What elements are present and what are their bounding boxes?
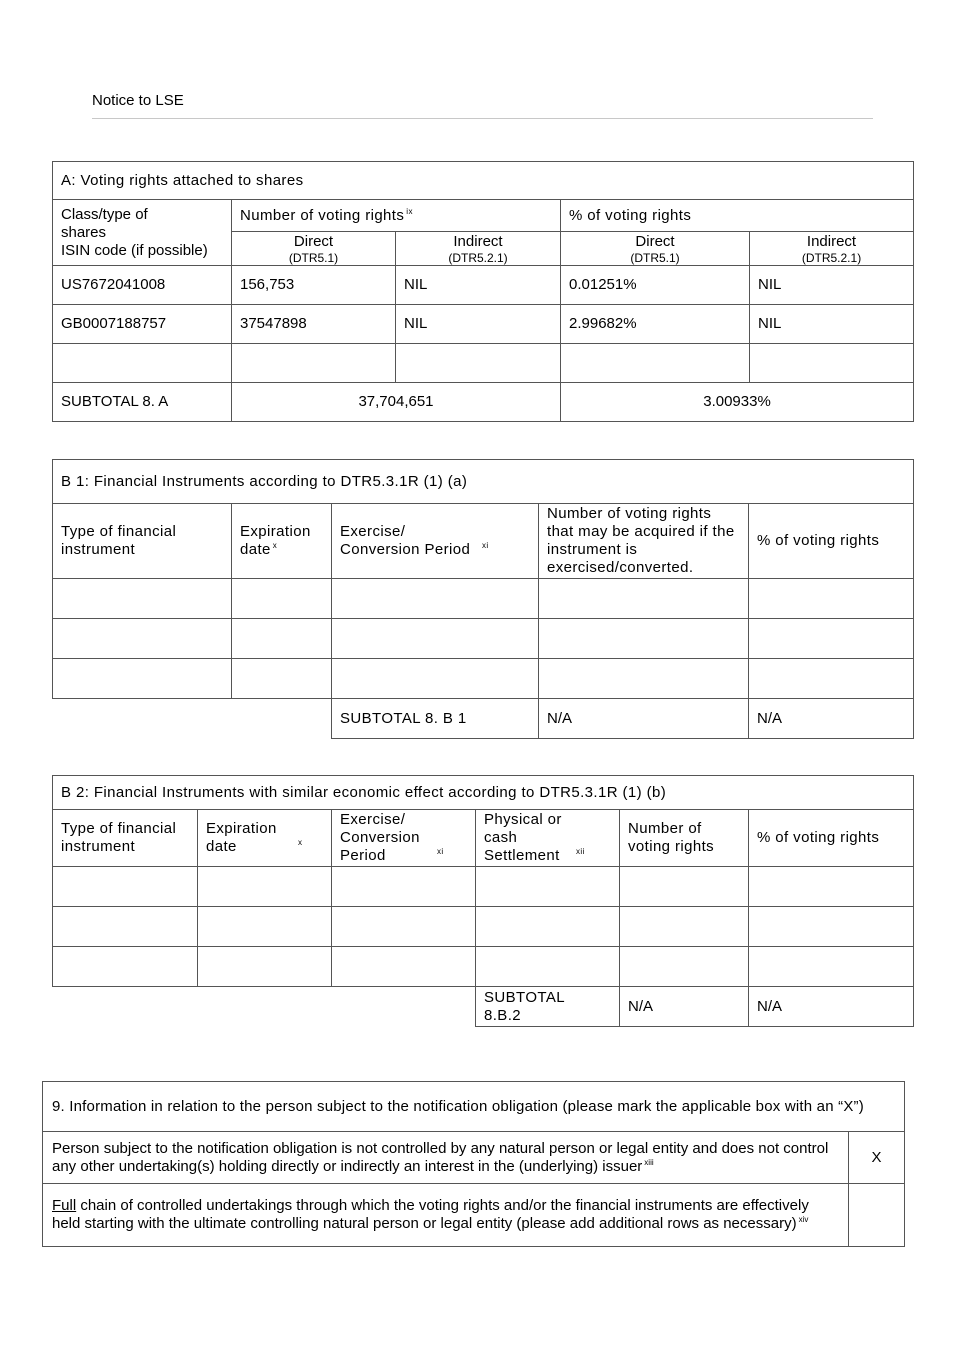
subtotal-number: N/A: [539, 699, 749, 739]
indirect-number-header: [396, 232, 561, 266]
isin-cell: GB0007188757: [53, 305, 232, 344]
empty-cell: [396, 344, 561, 383]
number-voting-rights-header: Number of voting rights: [620, 810, 749, 867]
indirect-label: Indirect: [806, 232, 857, 250]
subtotal-number: N/A: [620, 987, 749, 1027]
exercise-period-header: [332, 504, 539, 579]
subtotal-label: [476, 987, 620, 1027]
empty-cell: [332, 579, 539, 619]
section-b2-title: B 2: Financial Instruments with similar economic effect according to DTR5.3.1R (1) (b): [53, 776, 914, 810]
exercise-period-header: [332, 810, 476, 867]
empty-cell: [198, 907, 332, 947]
direct-ref: (DTR5.1): [288, 250, 339, 265]
footnote-ref: xi: [482, 541, 489, 550]
number-direct-cell: 37547898: [232, 305, 396, 344]
empty-cell: [53, 659, 232, 699]
subtotal-number: 37,704,651: [232, 383, 561, 422]
empty-cell: [232, 619, 332, 659]
empty-cell: [539, 619, 749, 659]
table-row: [53, 305, 914, 344]
empty-cell: [232, 579, 332, 619]
empty-cell: [749, 579, 914, 619]
financial-instruments-b1-table: [52, 459, 914, 739]
table-row: [53, 947, 914, 987]
section-a-title: A: Voting rights attached to shares: [53, 162, 914, 200]
expiration-date-header: [232, 504, 332, 579]
subtotal-row: [53, 699, 914, 739]
number-voting-rights-label: Number of voting rights: [240, 206, 405, 224]
indirect-percent-header: [750, 232, 914, 266]
empty-cell: [476, 947, 620, 987]
empty-cell: [749, 947, 914, 987]
footnote-ref: ix: [406, 206, 413, 216]
type-financial-instrument-header: Type of financial instrument: [53, 810, 198, 867]
type-financial-instrument-header: Type of financial instrument: [53, 504, 232, 579]
empty-cell: [749, 907, 914, 947]
percent-indirect-cell: NIL: [750, 305, 914, 344]
page-header-title: Notice to LSE: [92, 92, 184, 109]
indirect-ref: (DTR5.2.1): [448, 250, 508, 265]
direct-label: Direct: [635, 232, 675, 250]
footnote-ref: xi: [437, 847, 444, 856]
empty-cell: [332, 659, 539, 699]
exercise-period-label: Exercise/ Conversion Period: [340, 811, 420, 864]
empty-cell: [620, 867, 749, 907]
table-row: [53, 659, 914, 699]
empty-cell: [53, 344, 232, 383]
number-voting-rights-header: [232, 200, 561, 232]
section-9-title: 9. Information in relation to the person subject to the notification obligation (please mark the applicable box with an “X”): [43, 1082, 905, 1132]
empty-cell: [620, 907, 749, 947]
settlement-header: [476, 810, 620, 867]
empty-cell: [749, 867, 914, 907]
table-row: [53, 266, 914, 305]
percent-indirect-cell: NIL: [750, 266, 914, 305]
not-controlled-text: Person subject to the notification obligation is not controlled by any natural person or legal entity and does not control any other undertaking(s) holding directly or indirectly an interest in the (underlying) issuer: [52, 1139, 829, 1175]
subtotal-label: SUBTOTAL 8. A: [53, 383, 232, 422]
empty-cell: [749, 659, 914, 699]
indirect-label: Indirect: [453, 232, 503, 250]
empty-cell: [198, 947, 332, 987]
empty-cell: [332, 907, 476, 947]
footnote-ref: xii: [576, 847, 585, 856]
percent-voting-rights-header: % of voting rights: [749, 810, 914, 867]
blank-area: [53, 987, 476, 1027]
expiration-date-header: [198, 810, 332, 867]
empty-cell: [620, 947, 749, 987]
footnote-ref: xiv: [798, 1215, 809, 1224]
table-row: [53, 579, 914, 619]
direct-label: Direct: [293, 232, 334, 250]
table-row: [53, 619, 914, 659]
exercise-period-label: Exercise/ Conversion Period: [340, 523, 471, 558]
notification-obligation-table: [42, 1081, 905, 1247]
settlement-label: Physical or cash Settlement: [484, 811, 562, 864]
direct-number-header: [232, 232, 396, 266]
financial-instruments-b2-table: [52, 775, 914, 1027]
blank-area: [53, 699, 332, 739]
class-type-label: Class/type of shares: [61, 205, 148, 241]
direct-percent-header: [561, 232, 750, 266]
indirect-ref: (DTR5.2.1): [801, 250, 862, 265]
not-controlled-option: [43, 1132, 849, 1184]
percent-voting-rights-header: % of voting rights: [749, 504, 914, 579]
number-voting-rights-header: Number of voting rights that may be acquired if the instrument is exercised/converted.: [539, 504, 749, 579]
empty-cell: [476, 907, 620, 947]
subtotal-row: [53, 383, 914, 422]
chain-mark[interactable]: [849, 1184, 905, 1247]
table-row: [53, 867, 914, 907]
expiration-date-label: Expiration date: [240, 523, 311, 558]
empty-cell: [539, 579, 749, 619]
voting-rights-table: [52, 161, 914, 422]
percent-direct-cell: 0.01251%: [561, 266, 750, 305]
empty-cell: [232, 659, 332, 699]
empty-cell: [53, 619, 232, 659]
empty-cell: [198, 867, 332, 907]
empty-cell: [232, 344, 396, 383]
subtotal-percent: 3.00933%: [561, 383, 914, 422]
footnote-ref: x: [298, 838, 303, 847]
empty-cell: [332, 947, 476, 987]
empty-cell: [53, 947, 198, 987]
empty-cell: [539, 659, 749, 699]
table-row: [53, 907, 914, 947]
subtotal-percent: N/A: [749, 699, 914, 739]
percent-voting-rights-header: % of voting rights: [561, 200, 914, 232]
section-b1-title: B 1: Financial Instruments according to DTR5.3.1R (1) (a): [53, 460, 914, 504]
empty-cell: [53, 579, 232, 619]
number-indirect-cell: NIL: [396, 266, 561, 305]
subtotal-percent: N/A: [749, 987, 914, 1027]
subtotal-label: SUBTOTAL 8. B 1: [332, 699, 539, 739]
empty-cell: [561, 344, 750, 383]
empty-cell: [750, 344, 914, 383]
direct-ref: (DTR5.1): [630, 250, 680, 265]
footnote-ref: x: [272, 541, 278, 550]
header-divider: [92, 118, 873, 119]
empty-cell: [332, 619, 539, 659]
not-controlled-mark[interactable]: X: [849, 1132, 905, 1184]
number-direct-cell: 156,753: [232, 266, 396, 305]
empty-cell: [53, 907, 198, 947]
class-isin-header: [53, 200, 232, 266]
percent-direct-cell: 2.99682%: [561, 305, 750, 344]
chain-option: [43, 1184, 849, 1247]
subtotal-label-text: SUBTOTAL 8.B.2: [484, 988, 565, 1024]
empty-cell: [53, 867, 198, 907]
chain-text: chain of controlled undertakings through which the voting rights and/or the financial instruments are effectively held starting with the ultimate controlling natural person or legal entity (please add additional rows as necessary): [52, 1197, 809, 1232]
subtotal-row: [53, 987, 914, 1027]
expiration-date-label: Expiration date: [206, 820, 277, 855]
isin-cell: US7672041008: [53, 266, 232, 305]
table-row: [53, 344, 914, 383]
chain-full-label: Full: [52, 1197, 77, 1214]
isin-label: ISIN code (if possible): [61, 241, 208, 259]
empty-cell: [332, 867, 476, 907]
empty-cell: [749, 619, 914, 659]
number-indirect-cell: NIL: [396, 305, 561, 344]
footnote-ref: xiii: [644, 1157, 654, 1167]
empty-cell: [476, 867, 620, 907]
